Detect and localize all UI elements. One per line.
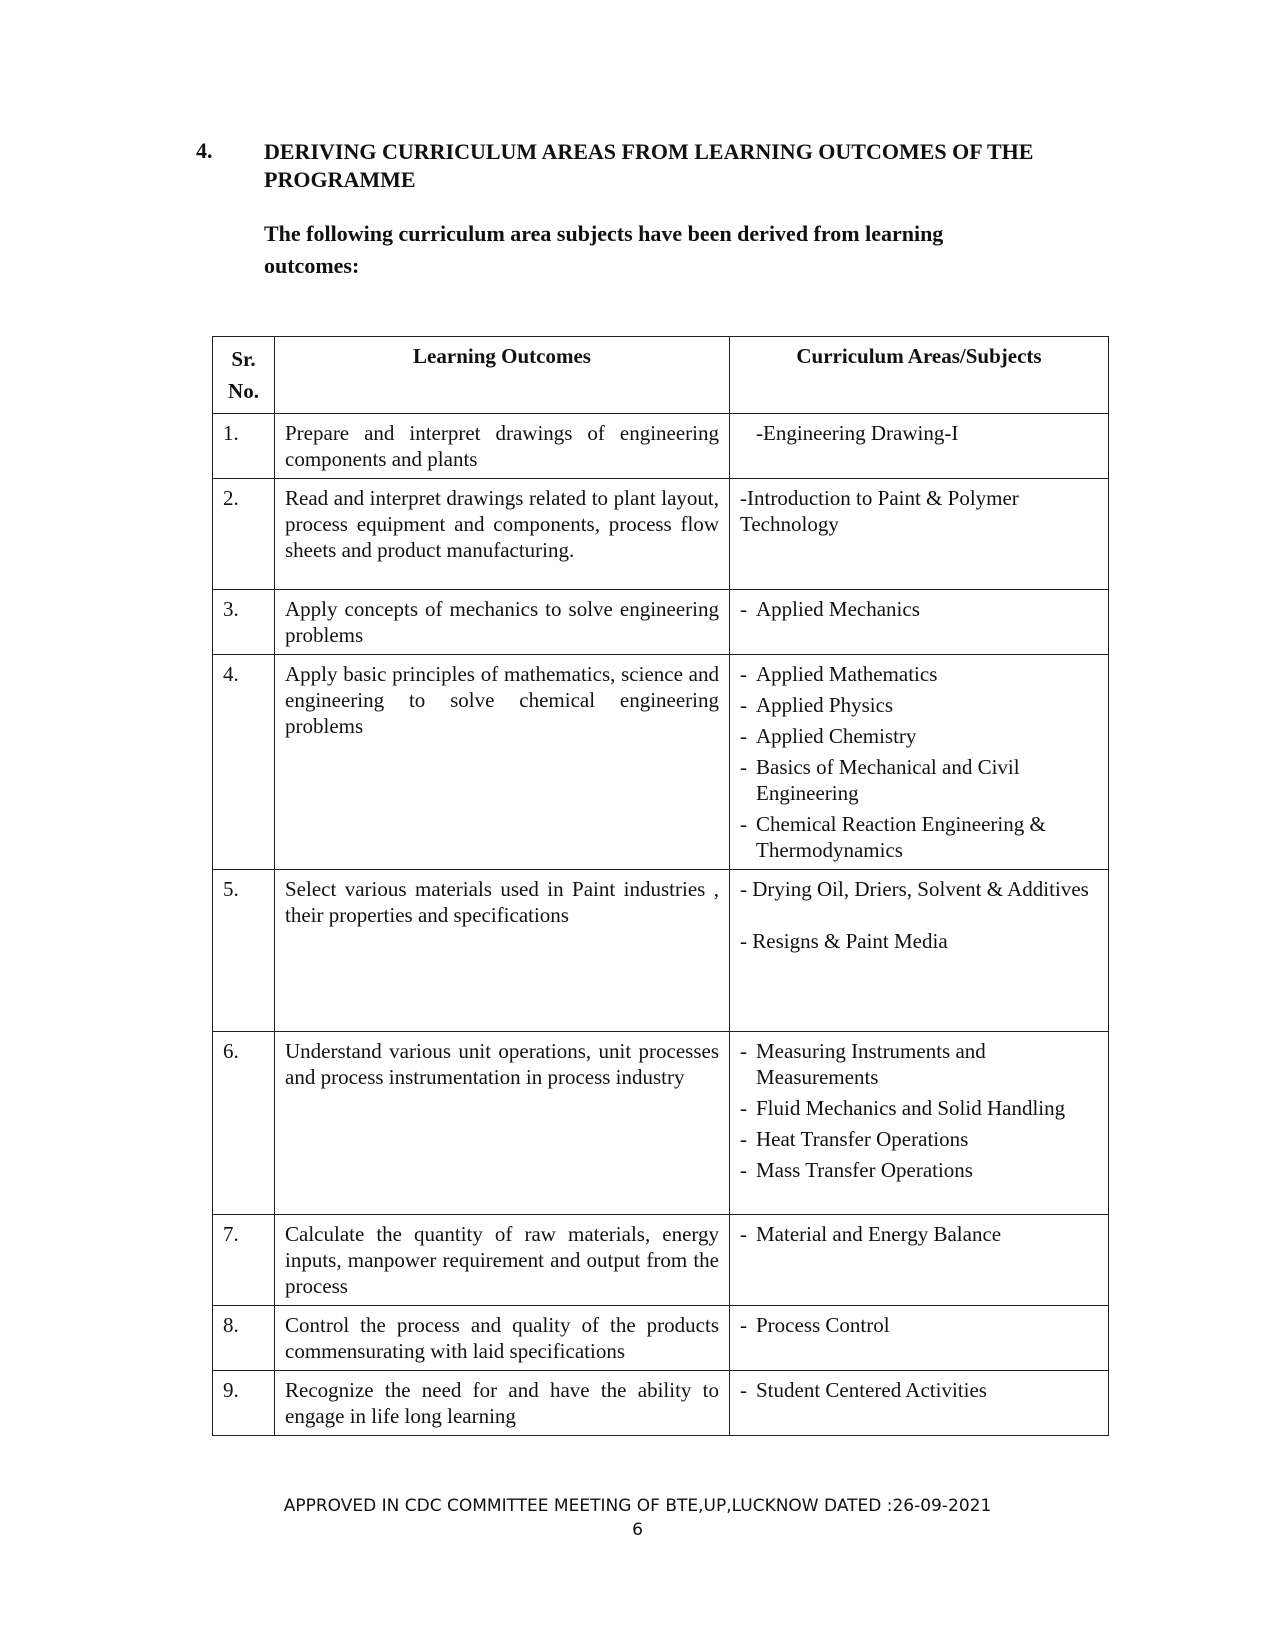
row-sr: 2. (213, 479, 275, 590)
row-sr: 1. (213, 414, 275, 479)
header-curriculum-areas: Curriculum Areas/Subjects (730, 337, 1109, 414)
row-outcome: Select various materials used in Paint industries , their properties and specifications (275, 870, 730, 1032)
area-item: Process Control (756, 1313, 890, 1337)
row-sr: 3. (213, 590, 275, 655)
header-sr-no: Sr. No. (213, 337, 275, 414)
row-outcome: Understand various unit operations, unit processes and process instrumentation in process industry (275, 1032, 730, 1215)
row-outcome: Apply concepts of mechanics to solve engineering problems (275, 590, 730, 655)
table-row (213, 1032, 1109, 1215)
row-areas: - Applied Mechanics (730, 590, 1109, 655)
table-header-row (213, 337, 1109, 414)
area-item: Applied Mechanics (756, 597, 920, 621)
row-areas: - Material and Energy Balance (730, 1215, 1109, 1306)
row-areas: - Student Centered Activities (730, 1371, 1109, 1436)
area-item: Measuring Instruments and Measurements (756, 1039, 986, 1089)
row-outcome: Read and interpret drawings related to plant layout, process equipment and components, process flow sheets and product manufacturing. (275, 479, 730, 590)
row-sr: 4. (213, 655, 275, 870)
area-item: Applied Chemistry (756, 724, 917, 748)
row-sr: 9. (213, 1371, 275, 1436)
header-learning-outcomes: Learning Outcomes (275, 337, 730, 414)
row-sr: 5. (213, 870, 275, 1032)
area-item: Student Centered Activities (756, 1378, 987, 1402)
section-title: DERIVING CURRICULUM AREAS FROM LEARNING OUTCOMES OF THE PROGRAMME (264, 139, 1034, 192)
row-outcome: Control the process and quality of the products commensurating with laid specifications (275, 1306, 730, 1371)
table-row (213, 414, 1109, 479)
area-item: Mass Transfer Operations (756, 1158, 973, 1182)
table-row (213, 655, 1109, 870)
area-item: -Introduction to Paint & Polymer Technology (740, 486, 1019, 536)
row-areas: - Process Control (730, 1306, 1109, 1371)
section-intro: The following curriculum area subjects have been derived from learning outcomes: (264, 221, 944, 278)
table-row (213, 479, 1109, 590)
row-outcome: Recognize the need for and have the ability to engage in life long learning (275, 1371, 730, 1436)
row-sr: 6. (213, 1032, 275, 1215)
area-item: Applied Mathematics (756, 662, 938, 686)
row-areas: - Applied Mathematics - Applied Physics - Applied Chemistry - Basics of Mechanical and Civil Engineering - Chemical Reaction Engineering & Thermodynamics (730, 655, 1109, 870)
table-row (213, 1215, 1109, 1306)
row-areas (730, 479, 1109, 590)
page-number: 6 (632, 1520, 643, 1540)
table-row (213, 590, 1109, 655)
row-sr: 7. (213, 1215, 275, 1306)
area-item: Heat Transfer Operations (756, 1127, 969, 1151)
area-item: Basics of Mechanical and Civil Engineering (756, 755, 1020, 805)
row-areas: - Measuring Instruments and Measurements - Fluid Mechanics and Solid Handling - Heat Transfer Operations - Mass Transfer Operations (730, 1032, 1109, 1215)
area-item: Fluid Mechanics and Solid Handling (756, 1096, 1066, 1120)
area-item: Applied Physics (756, 693, 894, 717)
curriculum-table (212, 336, 1109, 1436)
table-row (213, 870, 1109, 1032)
row-outcome: Calculate the quantity of raw materials, energy inputs, manpower requirement and output from the process (275, 1215, 730, 1306)
row-areas (730, 414, 1109, 479)
area-item: - Resigns & Paint Media (740, 929, 948, 953)
area-item: Material and Energy Balance (756, 1222, 1002, 1246)
section-number: 4. (196, 138, 213, 163)
area-item: - Drying Oil, Driers, Solvent & Additives (740, 877, 1089, 901)
approval-footer: APPROVED IN CDC COMMITTEE MEETING OF BTE,UP,LUCKNOW DATED :26-09-2021 (283, 1496, 992, 1516)
table-row (213, 1371, 1109, 1436)
table-row (213, 1306, 1109, 1371)
row-outcome: Apply basic principles of mathematics, science and engineering to solve chemical engineering problems (275, 655, 730, 870)
row-outcome: Prepare and interpret drawings of engineering components and plants (275, 414, 730, 479)
row-sr: 8. (213, 1306, 275, 1371)
area-item: Chemical Reaction Engineering & Thermodynamics (756, 812, 1046, 862)
row-areas (730, 870, 1109, 1032)
area-item: -Engineering Drawing-I (756, 421, 959, 445)
